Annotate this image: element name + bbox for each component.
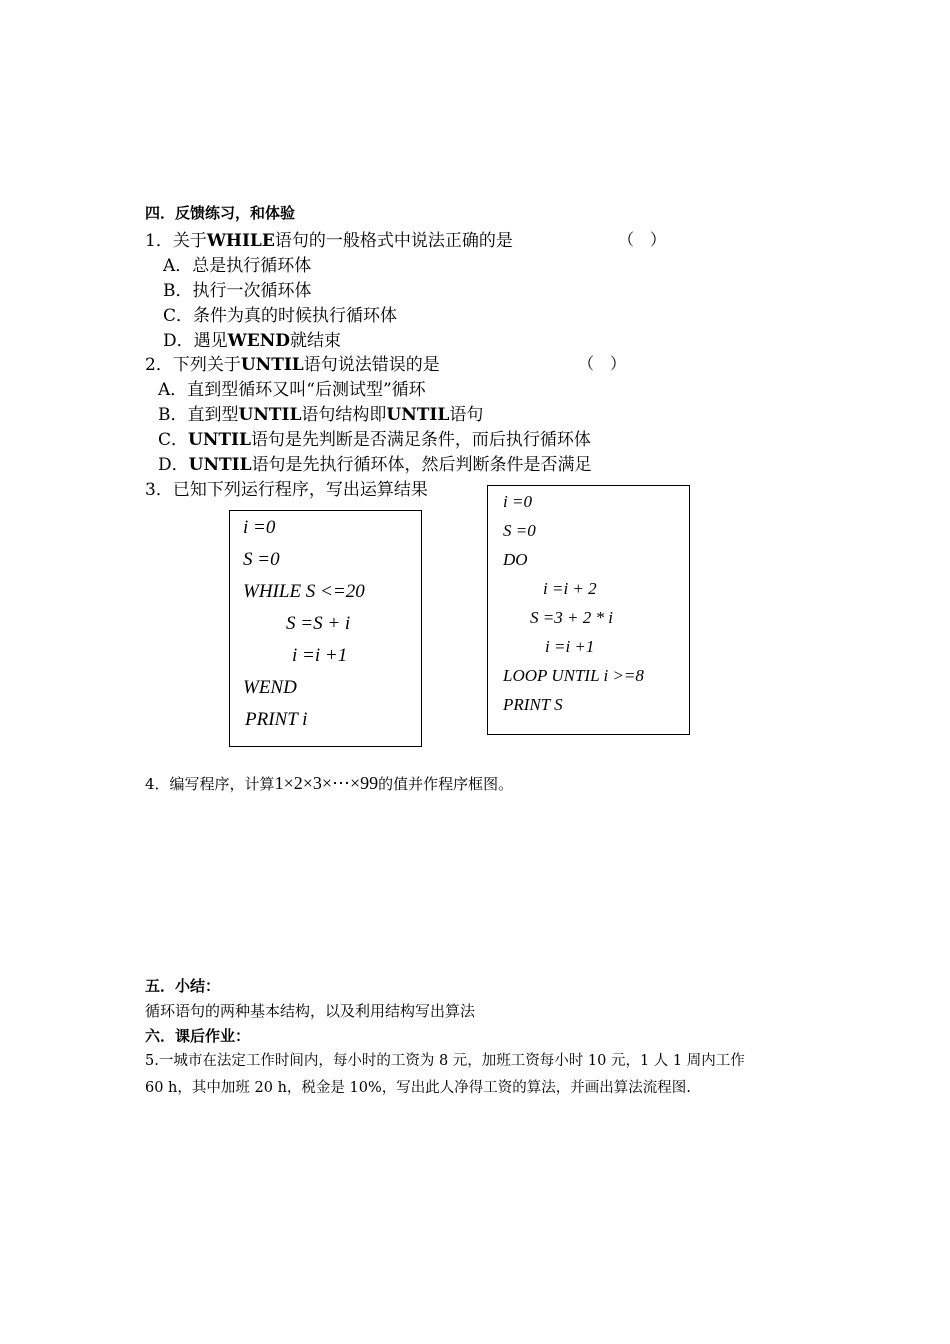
q4-expression: 1×2×3×⋯×99 [274, 773, 379, 793]
code-line: WHILE S <=20 [243, 581, 365, 602]
option-text: 语句 [449, 405, 484, 425]
code-line: i =i + 2 [543, 579, 597, 598]
option-keyword: WEND [227, 331, 290, 351]
option-text: 语句是先判断是否满足条件，而后执行循环体 [250, 430, 591, 450]
code-line: DO [503, 550, 528, 569]
program-box-while [229, 510, 422, 747]
q2-pre: 下列关于 [172, 355, 241, 375]
homework-line-2: 60 h，其中加班 20 h，税金是 10%，写出此人净得工资的算法，并画出算法流程图. [145, 1080, 691, 1096]
q4-pre: 编写程序，计算 [169, 775, 275, 793]
section-6-heading: 六．课后作业： [145, 1027, 251, 1045]
q1-pre: 关于 [172, 231, 207, 251]
q2-keyword: UNTIL [240, 355, 304, 375]
section-4-heading: 四．反馈练习，和体验 [145, 204, 296, 222]
q1-option-c [163, 301, 397, 326]
question-4 [145, 773, 513, 794]
q4-number: 4． [145, 775, 170, 793]
q2-post: 语句说法错误的是 [303, 355, 440, 375]
q1-post: 语句的一般格式中说法正确的是 [274, 231, 513, 251]
q2-number: 2． [145, 355, 173, 375]
option-text: 语句结构即 [301, 405, 387, 425]
option-text: 执行一次循环体 [192, 281, 312, 301]
option-label: A． [158, 380, 188, 400]
question-2 [145, 350, 440, 375]
code-line: PRINT i [245, 709, 308, 730]
program-box-until [487, 485, 690, 735]
option-text: 直到型 [187, 405, 239, 425]
option-keyword: UNTIL [238, 405, 302, 425]
option-text: 遇见 [193, 331, 228, 351]
q1-keyword: WHILE [206, 231, 275, 251]
code-line: S =0 [243, 549, 280, 570]
option-text: 条件为真的时候执行循环体 [193, 306, 398, 326]
code-line: WEND [243, 677, 297, 698]
code-line: S =0 [503, 521, 536, 540]
option-keyword: UNTIL [188, 430, 251, 450]
q2-option-b [158, 400, 483, 425]
q4-post: 的值并作程序框图。 [378, 775, 514, 793]
q3-text: 已知下列运行程序，写出运算结果 [172, 480, 428, 500]
code-line: i =i +1 [545, 637, 595, 656]
question-3 [145, 475, 428, 500]
option-keyword: UNTIL [188, 455, 252, 475]
option-label: B． [158, 405, 188, 425]
option-label: D． [163, 331, 194, 351]
option-label: D． [158, 455, 189, 475]
q1-option-a [163, 251, 311, 276]
question-1 [145, 226, 513, 251]
q1-answer-paren: （ ） [618, 230, 667, 249]
q2-option-a [158, 375, 426, 400]
q2-option-c [158, 425, 591, 450]
option-text: 语句是先执行循环体，然后判断条件是否满足 [251, 455, 592, 475]
code-line: i =0 [503, 492, 532, 511]
option-text: 直到型循环又叫“后测试型”循环 [187, 380, 426, 400]
q1-number: 1． [145, 231, 173, 251]
q2-answer-paren: （ ） [578, 354, 627, 373]
option-label: C． [158, 430, 189, 450]
homework-line-1: 5.一城市在法定工作时间内，每小时的工资为 8 元，加班工资每小时 10 元，1 人 1 周内工作 [145, 1053, 745, 1069]
q1-option-b [163, 276, 312, 301]
option-label: B． [163, 281, 193, 301]
code-line: S =S + i [286, 613, 351, 634]
code-line: i =i +1 [292, 645, 348, 666]
code-line: PRINT S [503, 695, 563, 714]
option-text: 总是执行循环体 [192, 256, 312, 276]
code-line: S =3 + 2 * i [530, 608, 613, 627]
q3-number: 3． [145, 480, 173, 500]
option-label: C． [163, 306, 194, 326]
code-line: LOOP UNTIL i >=8 [503, 666, 644, 685]
code-line: i =0 [243, 517, 276, 538]
q2-option-d [158, 450, 592, 475]
option-label: A． [163, 256, 193, 276]
section-5-heading: 五．小结： [145, 977, 221, 995]
option-keyword: UNTIL [386, 405, 450, 425]
q1-option-d [163, 326, 341, 351]
option-text: 就结束 [289, 331, 341, 351]
section-5-text: 循环语句的两种基本结构，以及利用结构写出算法 [145, 1002, 476, 1020]
